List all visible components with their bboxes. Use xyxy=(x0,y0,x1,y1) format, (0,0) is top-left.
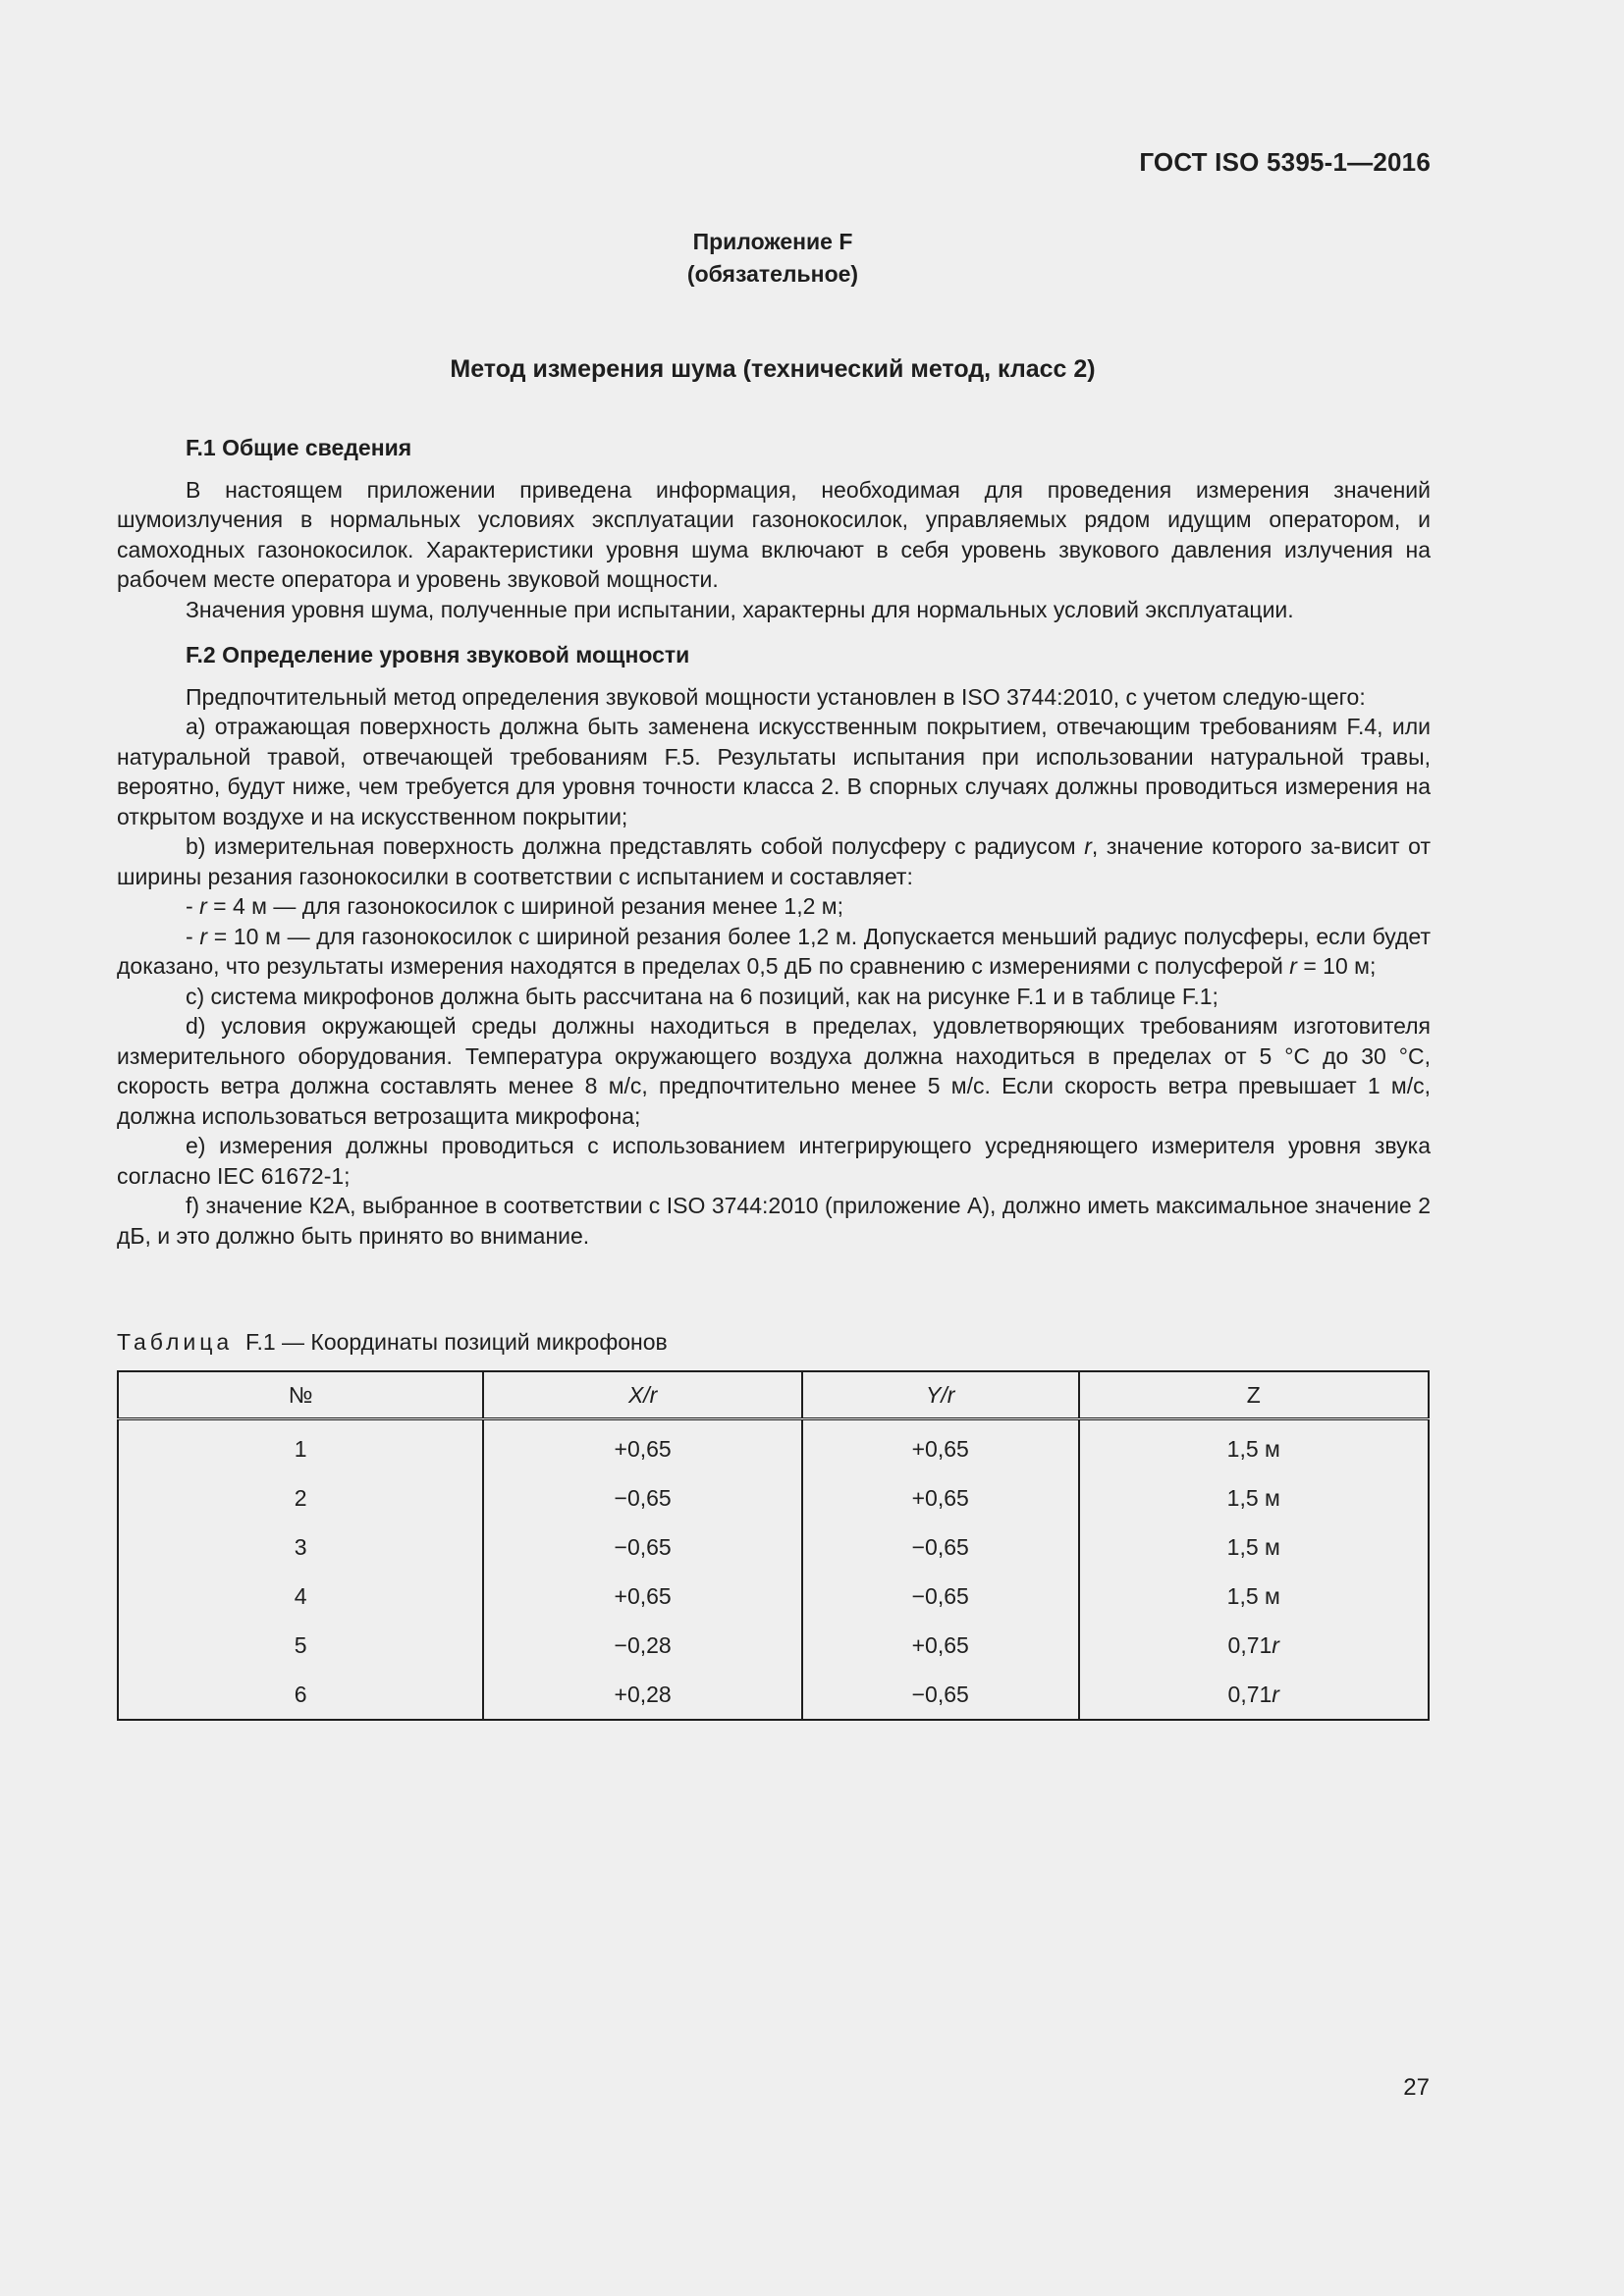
dash-marker: - xyxy=(186,893,200,919)
header-num: № xyxy=(118,1371,483,1419)
cell-num: 3 xyxy=(118,1522,483,1572)
variable-r: r xyxy=(1289,953,1297,979)
page-number: 27 xyxy=(1403,2074,1430,2101)
list-dash-2 xyxy=(117,922,1431,982)
cell-x: −0,65 xyxy=(483,1522,802,1572)
annex-status: (обязательное) xyxy=(686,261,859,287)
list-item-b xyxy=(117,831,1431,891)
list-item-c: c) система микрофонов должна быть рассчитана на 6 позиций, как на рисунке F.1 и в таблице F.1; xyxy=(186,983,1218,1009)
list-item-b-text-pre: b) измерительная поверхность должна представлять собой полусферу с радиусом xyxy=(186,833,1085,859)
paragraph-f2-intro: Предпочтительный метод определения звуковой мощности установлен в ISO 3744:2010, с учетом следую-щего: xyxy=(186,683,1366,710)
cell-z xyxy=(1079,1419,1430,1474)
cell-num: 6 xyxy=(118,1670,483,1720)
cell-num: 2 xyxy=(118,1473,483,1522)
header-x xyxy=(483,1371,802,1419)
annex-title: Метод измерения шума (технический метод, класс 2) xyxy=(450,355,1096,383)
cell-z-value: 1,5 м xyxy=(1226,1582,1280,1609)
table-row xyxy=(118,1572,1429,1621)
cell-x: −0,28 xyxy=(483,1621,802,1670)
document-code: ГОСТ ISO 5395-1—2016 xyxy=(1139,147,1431,177)
cell-z-value: 1,5 м xyxy=(1226,1435,1280,1462)
table-row xyxy=(118,1621,1429,1670)
dash-2-text: = 10 м — для газонокосилок с шириной резания более 1,2 м. Допускается меньший радиус полусферы, если будет доказано, что результаты измерения находятся в пределах 0,5 дБ по сравнению с измерениями с полусферой xyxy=(117,923,1431,979)
list-item-b-text-post: , значение которого за-висит от ширины резания газонокосилки в соответствии с испытанием и составляет: xyxy=(117,833,1432,889)
paragraph-f1-1: В настоящем приложении приведена информация, необходимая для проведения измерения значений шумоизлучения в нормальных условиях эксплуатации газонокосилок, управляемых рядом идущим оператором, и самоходных газонокосилок. Характеристики уровня шума включают в себя уровень звукового давления излучения на рабочем месте оператора и уровень звуковой мощности. xyxy=(117,476,1431,592)
dash-marker: - xyxy=(186,923,200,949)
cell-num: 1 xyxy=(118,1419,483,1474)
header-x-post: /r xyxy=(643,1381,658,1408)
cell-y: −0,65 xyxy=(802,1522,1079,1572)
dash-1-text: = 4 м — для газонокосилок с шириной резания менее 1,2 м; xyxy=(206,893,843,919)
table-caption xyxy=(117,1329,668,1356)
section-heading-f1: F.1 Общие сведения xyxy=(186,435,412,460)
cell-z xyxy=(1079,1473,1430,1522)
cell-z-var: r xyxy=(1272,1681,1279,1707)
table-row xyxy=(118,1522,1429,1572)
list-item-a: a) отражающая поверхность должна быть заменена искусственным покрытием, отвечающим требованиям F.4, или натуральной травой, отвечающей требованиям F.5. Результаты испытания при использовании натуральной травы, вероятно, будут ниже, чем требуется для уровня точности класса 2. В спорных случаях должны проводиться измерения на открытом воздухе и на искусственном покрытии; xyxy=(117,714,1431,829)
cell-z-value: 1,5 м xyxy=(1226,1533,1280,1560)
cell-x: +0,28 xyxy=(483,1670,802,1720)
section-heading-f2: F.2 Определение уровня звуковой мощности xyxy=(186,642,690,667)
list-item-f: f) значение К2А, выбранное в соответствии с ISO 3744:2010 (приложение А), должно иметь максимальное значение 2 дБ, и это должно быть принято во внимание. xyxy=(117,1193,1431,1249)
header-y-post: /r xyxy=(941,1381,955,1408)
table-header-row xyxy=(118,1371,1429,1419)
cell-z xyxy=(1079,1670,1430,1720)
coordinates-table xyxy=(117,1370,1430,1721)
cell-x: +0,65 xyxy=(483,1419,802,1474)
cell-z xyxy=(1079,1621,1430,1670)
dash-2-text-end: = 10 м; xyxy=(1296,953,1377,979)
variable-r: r xyxy=(1084,833,1092,859)
variable-r: r xyxy=(199,923,208,949)
cell-z-value: 0,71 xyxy=(1227,1681,1272,1707)
header-x-var: X xyxy=(627,1381,644,1408)
table-row xyxy=(118,1473,1429,1522)
document-body xyxy=(117,433,1431,1251)
table-row xyxy=(118,1419,1429,1474)
cell-y: −0,65 xyxy=(802,1572,1079,1621)
list-item-d: d) условия окружающей среды должны находиться в пределах, удовлетворяющих требованиям изготовителя измерительного оборудования. Температура окружающего воздуха должна находиться в пределах от 5 °С до 30 °С, скорость ветра должна составлять менее 8 м/с, предпочтительно менее 5 м/с. Если скорость ветра превышает 1 м/с, должна использоваться ветрозащита микрофона; xyxy=(117,1013,1431,1129)
cell-x: −0,65 xyxy=(483,1473,802,1522)
header-y-var: Y xyxy=(926,1381,942,1408)
paragraph-f1-2: Значения уровня шума, полученные при испытании, характерны для нормальных условий эксплуатации. xyxy=(186,596,1294,622)
list-dash-1 xyxy=(117,891,1431,922)
cell-y: −0,65 xyxy=(802,1670,1079,1720)
cell-num: 4 xyxy=(118,1572,483,1621)
header-z: Z xyxy=(1079,1371,1430,1419)
cell-z-var: r xyxy=(1272,1631,1279,1658)
cell-num: 5 xyxy=(118,1621,483,1670)
cell-y: +0,65 xyxy=(802,1473,1079,1522)
cell-z-value: 0,71 xyxy=(1227,1631,1272,1658)
annex-label: Приложение F xyxy=(692,229,853,254)
list-item-e: e) измерения должны проводиться с использованием интегрирующего усредняющего измерителя уровня звука согласно IEC 61672-1; xyxy=(117,1133,1431,1189)
cell-y: +0,65 xyxy=(802,1419,1079,1474)
cell-z-value: 1,5 м xyxy=(1226,1484,1280,1511)
variable-r: r xyxy=(199,893,207,919)
table-row xyxy=(118,1670,1429,1720)
table-caption-prefix: Таблица xyxy=(117,1329,234,1355)
header-y xyxy=(802,1371,1079,1419)
cell-z xyxy=(1079,1522,1430,1572)
cell-y: +0,65 xyxy=(802,1621,1079,1670)
cell-z xyxy=(1079,1572,1430,1621)
annex-heading xyxy=(0,226,1545,291)
table-caption-text: F.1 — Координаты позиций микрофонов xyxy=(244,1329,668,1355)
cell-x: +0,65 xyxy=(483,1572,802,1621)
